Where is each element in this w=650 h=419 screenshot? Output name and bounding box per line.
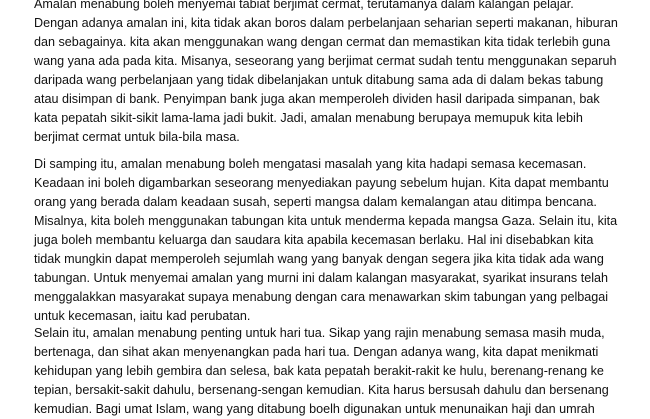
text-line: Misalnya, kita boleh menggunakan tabungan kita untuk menderma kepada mangsa Gaza. Selain itu, kita (34, 214, 618, 228)
text-line: wang yana ada pada kita. Misanya, seseorang yang berjimat cermat sudah tentu menggunakan separuh (34, 54, 617, 68)
text-line: kemudian. Bagi umat Islam, wang yang ditabung boelh digunakan untuk menunaikan haji dan umrah (34, 402, 595, 416)
text-line: tabungan. Untuk menyemai amalan yang murni ini dalam kalangan masyarakat, syarikat insurans telah (34, 271, 609, 285)
text-line: menggalakkan masyarakat supaya menabung dengan cara menawarkan skim tabungan yang pelbagai (34, 290, 609, 304)
text-line: tepian, bersakit-sakit dahulu, bersenang-sengan kemudian. Kita harus bersusah dahulu dan bersenang (34, 383, 609, 397)
text-line: Amalan menabung boleh menyemai tabiat berjimat cermat, terutamanya dalam kalangan pelajar. (34, 0, 574, 11)
text-line: Selain itu, amalan menabung penting untuk hari tua. Sikap yang rajin menabung semasa masih muda, (34, 326, 605, 340)
text-line: berjimat cermat untuk bila-bila masa. (34, 130, 240, 144)
text-line: dan sebagainya. kita akan menggunakan wang dengan cermat dan memastikan kita tidak terlebih guna (34, 35, 611, 49)
text-line: kata pepatah sikit-sikit lama-lama jadi bukit. Jadi, amalan menabung berupaya memupuk kita lebih (34, 111, 583, 125)
text-line: juga boleh membantu keluarga dan saudara kita apabila kecemasan berlaku. Hal ini disebabkan kita (34, 233, 594, 247)
text-line: bertenaga, dan sihat akan menyenangkan pada hari tua. Dengan adanya wang, kita dapat menikmati (34, 345, 599, 359)
text-line: atau disimpan di bank. Penyimpan bank juga akan memperoleh dividen hasil daripada simpanan, bak (34, 92, 600, 106)
text-line: Dengan adanya amalan ini, kita tidak akan boros dalam perbelanjaan seharian seperti makanan, hiburan (34, 16, 618, 30)
text-line: kehidupan yang lebih gembira dan selesa, bak kata pepatah berakit-rakit ke hulu, berenang-renang ke (34, 364, 604, 378)
text-line: daripada wang perbelanjaan yang tidak dibelanjakan untuk ditabung sama ada di dalam bekas tabung (34, 73, 604, 87)
text-line: Keadaan ini boleh digambarkan seseorang menyediakan payung sebelum hujan. Kita dapat membantu (34, 176, 609, 190)
text-line: orang yang berada dalam keadaan susah, seperti mangsa dalam kemalangan atau ditimpa bencana. (34, 195, 597, 209)
text-line: tidak mungkin dapat memperoleh sejumlah wang yang banyak dengan segera jika kita tidak ada wang (34, 252, 604, 266)
text-line: untuk kecemasan, iaitu kad perubatan. (34, 309, 251, 323)
text-line: Di samping itu, amalan menabung boleh mengatasi masalah yang kita hadapi semasa kecemasan. (34, 157, 587, 171)
